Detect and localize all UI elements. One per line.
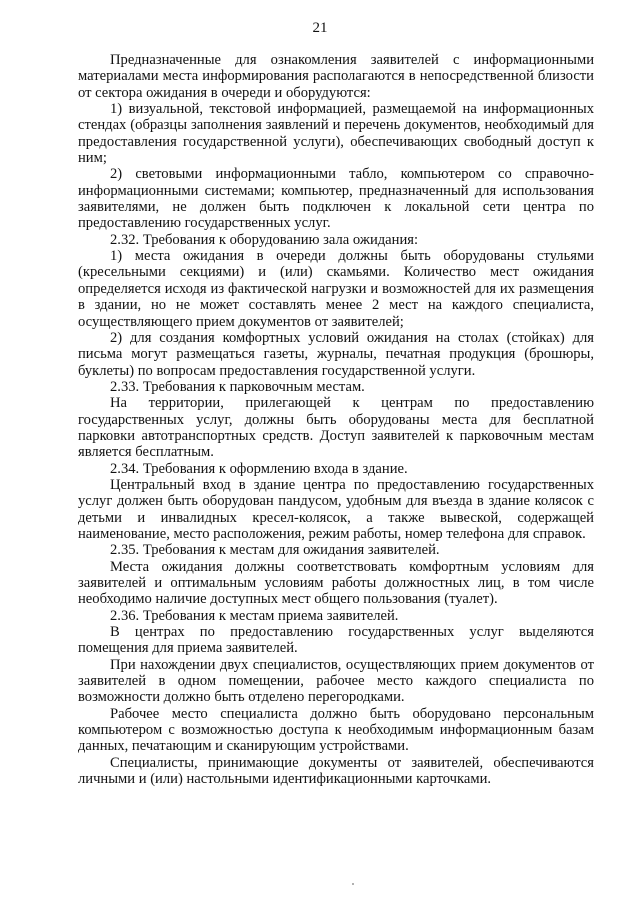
paragraph-item-2-tablo: 2) световыми информационными табло, компьютером со справочно-информационными системами; компьютер, предназначенный для использования заявителями, не должен быть подключен к локальной сети центра по предоставлению государственных услуг. bbox=[78, 166, 594, 232]
paragraph-waiting-seats: 1) места ожидания в очереди должны быть оборудованы стульями (кресельными секциями) и (или) скамьями. Количество мест ожидания определяется исходя из фактической нагрузки и возможностей для их размещения в здании, но не может составлять менее 2 мест на каждого специалиста, осуществляющего прием документов от заявителей; bbox=[78, 248, 594, 330]
section-heading-2-32: 2.32. Требования к оборудованию зала ожидания: bbox=[110, 231, 419, 248]
section-heading-2-35: 2.35. Требования к местам для ожидания заявителей. bbox=[110, 542, 440, 559]
paragraph-workplace: Рабочее место специалиста должно быть оборудовано персональным компьютером с возможностью доступа к необходимым информационным базам данных, печатающим и сканирующим устройствами. bbox=[78, 705, 594, 755]
paragraph-waiting-places: Места ожидания должны соответствовать комфортным условиям для заявителей и оптимальным условиям работы должностных лиц, в том числе необходимо наличие доступных мест общего пользования (туалет). bbox=[78, 558, 594, 608]
paragraph-waiting-comfort: 2) для создания комфортных условий ожидания на столах (стойках) для письма могут размещаться газеты, журналы, печатная продукция (брошюры, буклеты) по вопросам предоставления государственной услуги. bbox=[78, 329, 594, 379]
paragraph-id-cards: Специалисты, принимающие документы от заявителей, обеспечиваются личными и (или) настольными идентификационными карточками. bbox=[78, 754, 594, 788]
section-heading-2-33: 2.33. Требования к парковочным местам. bbox=[110, 378, 365, 395]
paragraph-two-specialists: При нахождении двух специалистов, осуществляющих прием документов от заявителей в одном помещении, рабочее место каждого специалиста по возможности должно быть отделено перегородками. bbox=[78, 656, 594, 706]
paragraph-parking: На территории, прилегающей к центрам по предоставлению государственных услуг, должны быть оборудованы места для бесплатной парковки автотранспортных средств. Доступ заявителей к парковочным местам является бесплатным. bbox=[78, 395, 594, 461]
page-number: 21 bbox=[312, 20, 328, 36]
scan-speck bbox=[352, 883, 354, 885]
paragraph-reception-rooms: В центрах по предоставлению государственных услуг выделяются помещения для приема заявителей. bbox=[78, 624, 594, 657]
section-heading-2-34: 2.34. Требования к оформлению входа в здание. bbox=[110, 460, 408, 477]
paragraph-entrance: Центральный вход в здание центра по предоставлению государственных услуг должен быть оборудован пандусом, удобным для въезда в здание колясок с детьми и инвалидных кресел-колясок, а также вывеской, содержащей наименование, место расположения, режим работы, номер телефона для справок. bbox=[78, 476, 594, 542]
section-heading-2-36: 2.36. Требования к местам приема заявителей. bbox=[110, 607, 399, 624]
document-body bbox=[78, 52, 594, 787]
paragraph-item-1-stands: 1) визуальной, текстовой информацией, размещаемой на информационных стендах (образцы заполнения заявлений и перечень документов, необходимый для предоставления государственной услуги), обеспечивающих свободный доступ к ним; bbox=[78, 101, 594, 167]
paragraph-info-places: Предназначенные для ознакомления заявителей с информационными материалами места информирования располагаются в непосредственной близости от сектора ожидания в очереди и оборудуются: bbox=[78, 52, 594, 101]
